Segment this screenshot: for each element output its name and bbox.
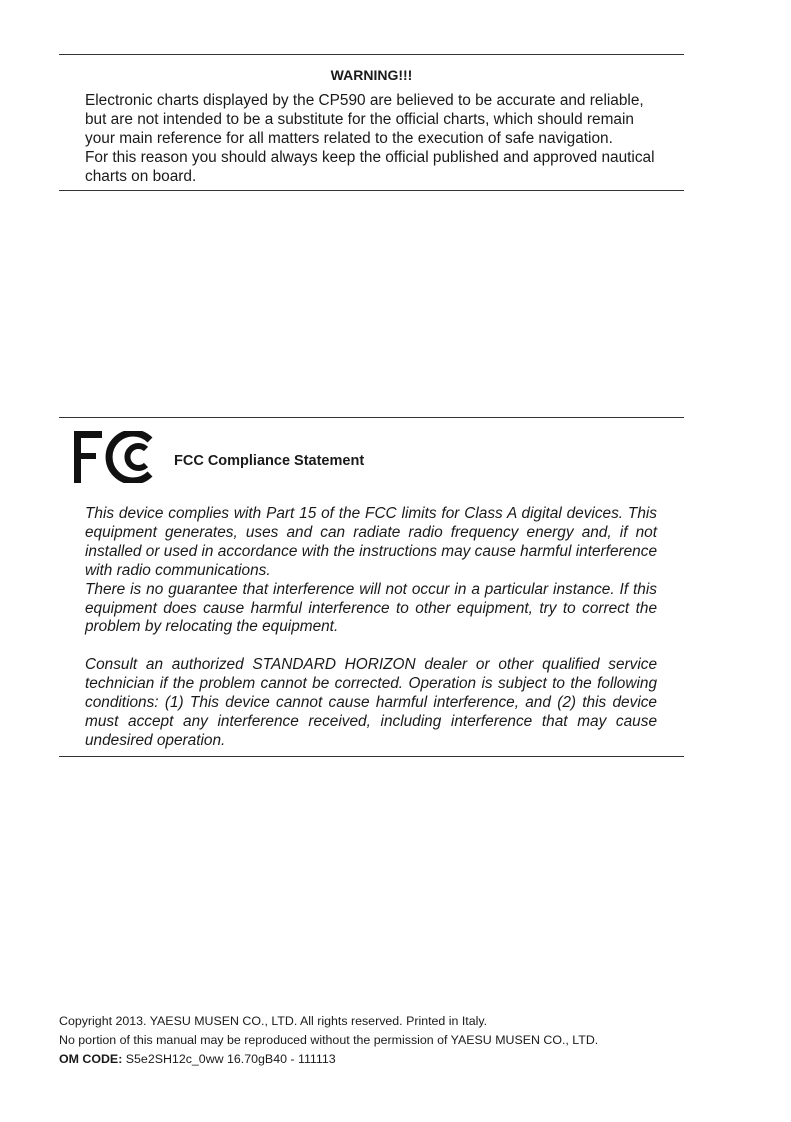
fcc-line: equipment generates, uses and can radiate radio frequency energy and, if not bbox=[85, 523, 657, 541]
fcc-line: installed or used in accordance with the instructions may cause harmful interference bbox=[85, 542, 657, 560]
warning-bottom-divider bbox=[59, 190, 684, 191]
fcc-line: equipment does cause harmful interference to other equipment, try to correct the bbox=[85, 599, 657, 617]
warning-line: Electronic charts displayed by the CP590 are believed to be accurate and reliable, bbox=[85, 92, 644, 109]
fcc-statement bbox=[85, 505, 657, 751]
om-code bbox=[59, 1050, 598, 1069]
om-code-label: OM CODE: bbox=[59, 1052, 123, 1066]
warning-line: charts on board. bbox=[85, 168, 197, 185]
fcc-heading: FCC Compliance Statement bbox=[174, 453, 365, 469]
om-code-value: S5e2SH12c_0ww 16.70gB40 - 111113 bbox=[125, 1052, 336, 1066]
copyright-text: Copyright 2013. YAESU MUSEN CO., LTD. All rights reserved. Printed in Italy. bbox=[59, 1014, 488, 1028]
reproduction-notice: No portion of this manual may be reproduced without the permission of YAESU MUSEN CO., LTD. bbox=[59, 1033, 599, 1047]
fcc-logo-icon bbox=[74, 431, 154, 483]
fcc-paragraph bbox=[85, 581, 657, 638]
fcc-line: with radio communications. bbox=[85, 561, 271, 579]
fcc-line: conditions: (1) This device cannot cause harmful interference, and (2) this device bbox=[85, 694, 657, 712]
warning-text bbox=[85, 91, 657, 186]
footer bbox=[59, 1012, 598, 1069]
fcc-line: undesired operation. bbox=[85, 731, 226, 749]
fcc-line: technician if the problem cannot be corrected. Operation is subject to the following bbox=[85, 675, 657, 693]
fcc-bottom-divider bbox=[59, 756, 684, 757]
warning-line: your main reference for all matters related to the execution of safe navigation. bbox=[85, 130, 613, 147]
fcc-line: must accept any interference received, including interference that may cause bbox=[85, 712, 657, 730]
fcc-paragraph bbox=[85, 656, 657, 751]
fcc-line: There is no guarantee that interference will not occur in a particular instance. If this bbox=[85, 580, 657, 598]
warning-title: WARNING!!! bbox=[330, 67, 413, 83]
fcc-line: problem by relocating the equipment. bbox=[85, 618, 339, 636]
fcc-line: Consult an authorized STANDARD HORIZON dealer or other qualified service bbox=[85, 656, 657, 674]
fcc-top-divider bbox=[59, 417, 684, 418]
top-divider bbox=[59, 54, 684, 55]
fcc-line: This device complies with Part 15 of the FCC limits for Class A digital devices. This bbox=[85, 505, 657, 522]
fcc-paragraph bbox=[85, 505, 657, 581]
warning-line: but are not intended to be a substitute for the official charts, which should remain bbox=[85, 111, 634, 128]
warning-line: For this reason you should always keep the official published and approved nautical bbox=[85, 149, 655, 166]
